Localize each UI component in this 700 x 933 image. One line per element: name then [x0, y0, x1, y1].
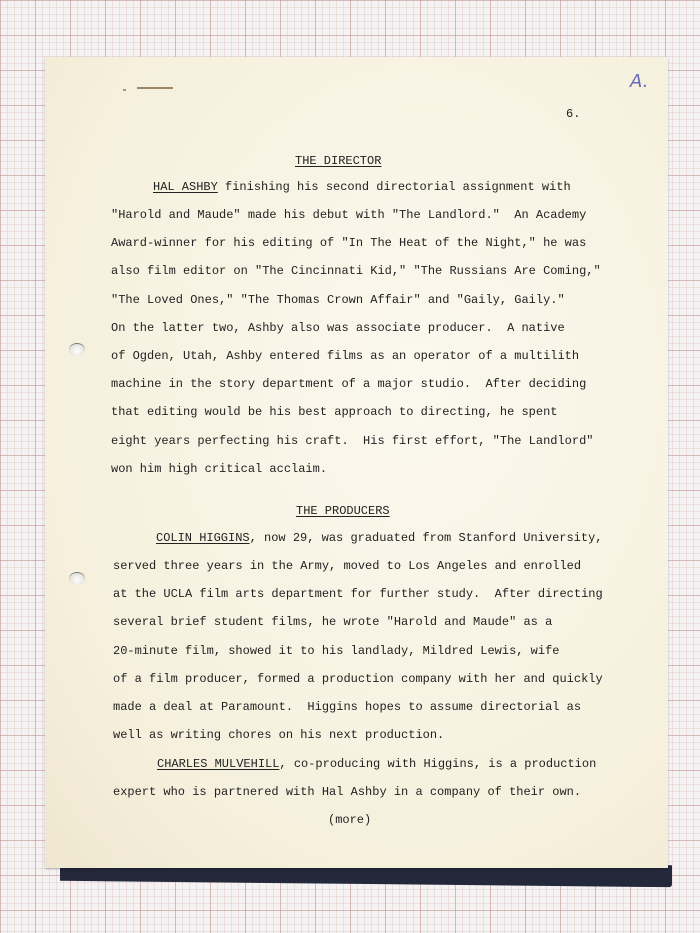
paragraph-line: eight years perfecting his craft. His first effort, "The Landlord" — [111, 434, 594, 448]
paragraph-line: served three years in the Army, moved to Los Angeles and enrolled — [113, 559, 582, 573]
paragraph-line: also film editor on "The Cincinnati Kid," "The Russians Are Coming," — [111, 264, 601, 278]
paragraph-line: 20-minute film, showed it to his landlady, Mildred Lewis, wife — [113, 644, 560, 658]
name-hal-ashby: HAL ASHBY — [153, 180, 218, 194]
paragraph-line: CHARLES MULVEHILL, co-producing with Higgins, is a production — [157, 757, 597, 771]
paragraph-line: at the UCLA film arts department for further study. After directing — [113, 587, 603, 601]
ink-dot — [123, 89, 126, 91]
handwritten-corner-mark: A. — [630, 71, 649, 92]
paragraph-line: of Ogden, Utah, Ashby entered films as an operator of a multilith — [111, 349, 580, 363]
more-indicator: (more) — [328, 813, 372, 827]
name-colin-higgins: COLIN HIGGINS — [156, 531, 250, 545]
paragraph-line: that editing would be his best approach to directing, he spent — [111, 405, 558, 419]
paragraph-line: made a deal at Paramount. Higgins hopes to assume directorial as — [113, 700, 582, 714]
paragraph-line: several brief student films, he wrote "Harold and Maude" as a — [113, 615, 553, 629]
paragraph-line: won him high critical acclaim. — [111, 462, 328, 476]
paragraph-line: of a film producer, formed a production company with her and quickly — [113, 672, 603, 686]
paragraph-line: Award-winner for his editing of "In The Heat of the Night," he was — [111, 236, 587, 250]
ink-scuff — [137, 87, 173, 89]
paragraph-line: COLIN HIGGINS, now 29, was graduated from Stanford University, — [156, 531, 603, 545]
paragraph-line: HAL ASHBY finishing his second directorial assignment with — [153, 180, 571, 194]
section-heading-producers: THE PRODUCERS — [296, 504, 390, 518]
punch-hole-icon — [69, 343, 85, 356]
document-page — [45, 57, 668, 868]
paragraph-line: "Harold and Maude" made his debut with "The Landlord." An Academy — [111, 208, 587, 222]
paragraph-line: On the latter two, Ashby also was associate producer. A native — [111, 321, 565, 335]
name-charles-mulvehill: CHARLES MULVEHILL — [157, 757, 280, 771]
section-heading-director: THE DIRECTOR — [295, 154, 382, 168]
paragraph-line: "The Loved Ones," "The Thomas Crown Affair" and "Gaily, Gaily." — [111, 293, 565, 307]
paragraph-line: expert who is partnered with Hal Ashby in a company of their own. — [113, 785, 582, 799]
paragraph-line: well as writing chores on his next production. — [113, 728, 445, 742]
punch-hole-icon — [69, 572, 85, 585]
paragraph-line: machine in the story department of a major studio. After deciding — [111, 377, 587, 391]
page-number: 6. — [566, 107, 581, 121]
